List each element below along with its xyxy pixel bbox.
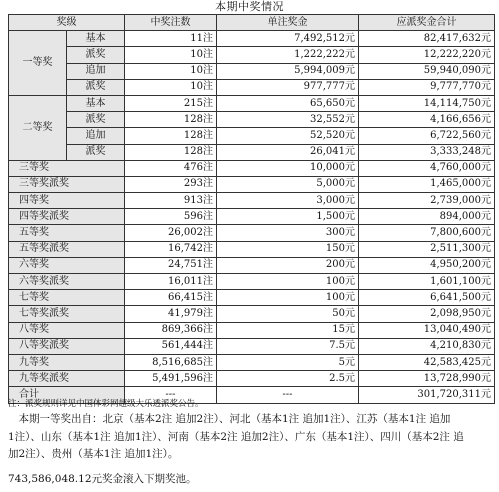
count-cell: 8,516,685注 <box>125 354 217 370</box>
winners-paragraph <box>8 411 496 464</box>
total-cell: 12,222,220元 <box>359 47 495 63</box>
total-cell: 2,098,950元 <box>359 306 495 322</box>
table-row <box>9 193 495 209</box>
count-cell: 913注 <box>125 193 217 209</box>
amount-cell: 3,000元 <box>217 193 359 209</box>
first-prize-level: 一等奖 <box>9 31 67 96</box>
table-row <box>9 95 495 111</box>
sub-level: 派奖 <box>67 112 125 128</box>
table-row <box>9 371 495 387</box>
paragraph-line: 本期一等奖出自：北京（基本2注 追加2注）、河北（基本1注 追加1注）、江苏（基本1注 追加 <box>18 413 451 425</box>
table-row <box>9 290 495 306</box>
table-row <box>9 79 495 95</box>
level-cell: 九等奖派奖 <box>9 371 125 387</box>
sub-level: 追加 <box>67 63 125 79</box>
total-cell: 1,465,000元 <box>359 176 495 192</box>
level-cell: 四等奖派奖 <box>9 209 125 225</box>
header-level: 奖级 <box>9 15 125 31</box>
total-cell: 6,722,560元 <box>359 128 495 144</box>
level-cell: 七等奖 <box>9 290 125 306</box>
count-cell: 10注 <box>125 63 217 79</box>
sub-level: 派奖 <box>67 144 125 160</box>
table-row <box>9 274 495 290</box>
paragraph-line: 1注）、山东（基本1注 追加1注）、河南（基本2注 追加2注）、广东（基本1注）、四川（基本2注 追 <box>8 430 464 443</box>
total-cell: 82,417,632元 <box>359 31 495 47</box>
count-cell: 16,011注 <box>125 274 217 290</box>
total-cell: 7,800,600元 <box>359 225 495 241</box>
count-cell: 293注 <box>125 176 217 192</box>
amount-cell: 7,492,512元 <box>217 31 359 47</box>
level-cell: 七等奖派奖 <box>9 306 125 322</box>
sub-level: 基本 <box>67 31 125 47</box>
page-title: 本期中奖情况 <box>215 0 284 13</box>
count-cell: 869,366注 <box>125 322 217 338</box>
amount-cell: 300元 <box>217 225 359 241</box>
count-cell: 128注 <box>125 144 217 160</box>
table-row <box>9 144 495 160</box>
count-cell: 128注 <box>125 112 217 128</box>
table-row <box>9 128 495 144</box>
total-cell: 59,940,090元 <box>359 63 495 79</box>
level-cell: 三等奖 <box>9 160 125 176</box>
sub-level: 基本 <box>67 95 125 111</box>
count-cell: 11注 <box>125 31 217 47</box>
level-cell: 九等奖 <box>9 354 125 370</box>
total-cell: 6,641,500元 <box>359 290 495 306</box>
level-cell: 六等奖派奖 <box>9 274 125 290</box>
sub-level: 追加 <box>67 128 125 144</box>
total-cell: 13,040,490元 <box>359 322 495 338</box>
prize-table <box>8 14 495 404</box>
total-cell: 1,601,100元 <box>359 274 495 290</box>
total-cell: 4,950,200元 <box>359 257 495 273</box>
total-cell: 42,583,425元 <box>359 354 495 370</box>
table-row <box>9 31 495 47</box>
footnote: 注：派奖规则详见中国体彩网超级大乐透派奖公告。 <box>8 399 204 409</box>
header-count: 中奖注数 <box>125 15 217 31</box>
table-row <box>9 160 495 176</box>
amount-cell: 5,000元 <box>217 176 359 192</box>
grand-total: 301,720,311元 <box>359 387 495 403</box>
amount-cell: 1,222,222元 <box>217 47 359 63</box>
table-row <box>9 176 495 192</box>
amount-cell: 150元 <box>217 241 359 257</box>
amount-cell: 200元 <box>217 257 359 273</box>
count-cell: 16,742注 <box>125 241 217 257</box>
amount-cell: 100元 <box>217 290 359 306</box>
amount-cell: 15元 <box>217 322 359 338</box>
table-row <box>9 209 495 225</box>
table-row <box>9 47 495 63</box>
table-row <box>9 354 495 370</box>
amount-cell: 26,041元 <box>217 144 359 160</box>
amount-cell: 7.5元 <box>217 338 359 354</box>
count-cell: 5,491,596注 <box>125 371 217 387</box>
count-cell: 10注 <box>125 79 217 95</box>
amount-cell: 10,000元 <box>217 160 359 176</box>
amount-cell: 50元 <box>217 306 359 322</box>
count-cell: 215注 <box>125 95 217 111</box>
level-cell: 四等奖 <box>9 193 125 209</box>
table-row <box>9 225 495 241</box>
amount-cell: 1,500元 <box>217 209 359 225</box>
count-cell: 26,002注 <box>125 225 217 241</box>
total-cell: 2,739,000元 <box>359 193 495 209</box>
sub-level: 派奖 <box>67 79 125 95</box>
header-amount: 单注奖金 <box>217 15 359 31</box>
count-cell: 128注 <box>125 128 217 144</box>
count-cell: 476注 <box>125 160 217 176</box>
level-cell: 六等奖 <box>9 257 125 273</box>
amount-cell: 5,994,009元 <box>217 63 359 79</box>
total-cell: 9,777,770元 <box>359 79 495 95</box>
second-prize-level: 二等奖 <box>9 95 67 160</box>
count-cell: 24,751注 <box>125 257 217 273</box>
total-cell: 4,166,656元 <box>359 112 495 128</box>
level-cell: 三等奖派奖 <box>9 176 125 192</box>
table-row <box>9 112 495 128</box>
total-cell: 4,210,830元 <box>359 338 495 354</box>
total-label: 合计 <box>9 387 125 403</box>
sub-level: 派奖 <box>67 47 125 63</box>
total-count: --- <box>125 387 217 403</box>
count-cell: 596注 <box>125 209 217 225</box>
amount-cell: 5元 <box>217 354 359 370</box>
amount-cell: 65,650元 <box>217 95 359 111</box>
level-cell: 五等奖 <box>9 225 125 241</box>
amount-cell: 52,520元 <box>217 128 359 144</box>
total-cell: 2,511,300元 <box>359 241 495 257</box>
table-row <box>9 241 495 257</box>
count-cell: 66,415注 <box>125 290 217 306</box>
level-cell: 五等奖派奖 <box>9 241 125 257</box>
amount-cell: 100元 <box>217 274 359 290</box>
header-total: 应派奖金合计 <box>359 15 495 31</box>
paragraph-line: 加2注）、贵州（基本1注 追加1注）。 <box>8 448 179 460</box>
amount-cell: 2.5元 <box>217 371 359 387</box>
total-amount: --- <box>217 387 359 403</box>
amount-cell: 977,777元 <box>217 79 359 95</box>
table-row <box>9 63 495 79</box>
table-row <box>9 257 495 273</box>
jackpot-pool-text: 743,586,048.12元奖金滚入下期奖池。 <box>8 473 197 485</box>
table-row <box>9 306 495 322</box>
total-cell: 4,760,000元 <box>359 160 495 176</box>
count-cell: 561,444注 <box>125 338 217 354</box>
table-row <box>9 338 495 354</box>
count-cell: 10注 <box>125 47 217 63</box>
total-cell: 3,333,248元 <box>359 144 495 160</box>
amount-cell: 32,552元 <box>217 112 359 128</box>
count-cell: 41,979注 <box>125 306 217 322</box>
table-header-row <box>9 15 495 31</box>
total-cell: 13,728,990元 <box>359 371 495 387</box>
table-row <box>9 322 495 338</box>
total-cell: 14,114,750元 <box>359 95 495 111</box>
level-cell: 八等奖派奖 <box>9 338 125 354</box>
level-cell: 八等奖 <box>9 322 125 338</box>
total-cell: 894,000元 <box>359 209 495 225</box>
